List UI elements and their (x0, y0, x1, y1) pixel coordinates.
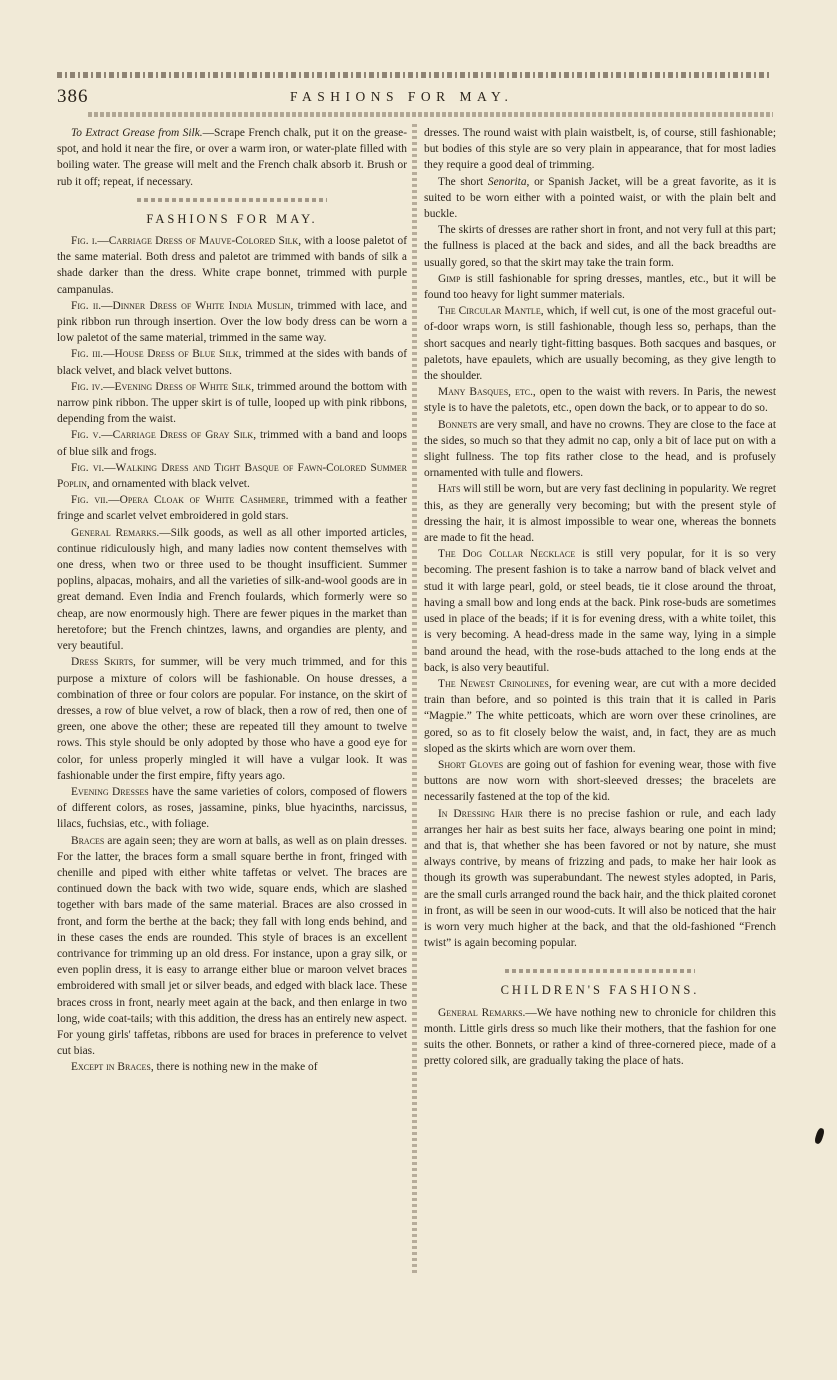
basques-label: Many Basques, etc., (438, 386, 536, 399)
fig2-label: Fig. ii.—Dinner Dress of White India Muslin, (71, 299, 294, 312)
fig6-text: and ornamented with black velvet. (89, 478, 250, 491)
except-braces-paragraph (57, 1059, 407, 1075)
fig4-text: trimmed around the bottom with narrow pink ribbon. The upper skirt is of tulle, looped up with pink ribbons, depending from the waist. (57, 380, 407, 426)
children-remarks-paragraph (424, 1005, 776, 1070)
fig5-text: trimmed with a band and loops of blue silk and frogs. (57, 429, 407, 458)
gloves-paragraph (424, 757, 776, 806)
hats-label: Hats (438, 483, 461, 496)
crinolines-paragraph (424, 676, 776, 757)
fig1-paragraph (57, 233, 407, 298)
childrens-fashions-heading: CHILDREN'S FASHIONS. (500, 983, 700, 998)
continuation-paragraph: dresses. The round waist with plain waistbelt, is, of course, still fashionable; but bodies of this style are so very plain in appearance, that for most ladies they require a good deal of trimming. (424, 127, 776, 172)
bonnets-text: are very small, and have no crowns. They are close to the face at the sides, so much so that they admit no cap, only a bit of lace put on with a slight fullness. The top fits rather close to the head, and is profusely ornamented with tulle and flowers. (424, 418, 776, 480)
section-ornament (505, 969, 695, 973)
crinolines-text: for evening wear, are cut with a more decided train than before, and so pointed is this train that it is called in Paris “Magpie.” The white petticoats, which are worn over these crinolines, are gored, so as to fit closely below the waist, and, in fact, they are as much sloped as the skirts which are worn over them. (424, 677, 776, 755)
gimp-label: Gimp (438, 272, 461, 285)
fig4-label: Fig. iv.—Evening Dress of White Silk, (71, 380, 255, 393)
senorita-prefix: The short (438, 175, 488, 188)
fig4-paragraph (57, 379, 407, 428)
ink-spot (814, 1127, 826, 1144)
fig2-text: trimmed with lace, and pink ribbon run through insertion. Over the low body dress can be worn a low paletot of the same material, trimmed in the same way. (57, 299, 407, 345)
necklace-label: The Dog Collar Necklace (438, 548, 576, 561)
bonnets-paragraph (424, 417, 776, 482)
basques-paragraph (424, 384, 776, 416)
evening-dresses-paragraph (57, 784, 407, 833)
hair-label: In Dressing Hair (438, 807, 523, 820)
fig7-paragraph (57, 492, 407, 524)
section-ornament (137, 198, 327, 202)
grease-title: To Extract Grease from Silk. (71, 127, 203, 139)
left-column (57, 125, 407, 1076)
fig3-paragraph (57, 346, 407, 378)
skirts-paragraph: The skirts of dresses are rather short in front, and not very full at this part; the fullness is placed at the back and sides, and all the back breadths are usually gored, so that the skirt may take the train form. (424, 224, 776, 269)
necklace-paragraph (424, 546, 776, 676)
top-ornamental-rule (57, 72, 769, 78)
dress-skirts-paragraph (57, 654, 407, 784)
column-divider (412, 124, 417, 1274)
fig1-label: Fig. i.—Carriage Dress of Mauve-Colored Silk, (71, 235, 302, 248)
circular-mantle-text: which, if well cut, is one of the most graceful out-of-door wraps worn, is still fashionable, though less so, perhaps, than the short sacques and nearly tight-fitting basques. Both sacques and basques, or paletots, have epaulets, which are usually becoming, as they give length to the shoulder. (424, 305, 776, 383)
hats-paragraph (424, 481, 776, 546)
crinolines-label: The Newest Crinolines, (438, 677, 552, 690)
fashions-heading: FASHIONS FOR MAY. (146, 211, 318, 226)
except-braces-label: Except in Braces, (71, 1061, 154, 1074)
dress-skirts-text: for summer, will be very much trimmed, and for this purpose a mixture of colors will be fashionable. On house dresses, a combination of three or four colors are popular. For instance, on the skirt of dresses, a row of blue velvet, a row of black, then a row of red, then one of green, one above the other; these are repeated till they amount to twelve rows. This style should be only adopted by those who have a good eye for color, for unless properly mingled it will have a vulgar look. It was fashionable under the first empire, fifty years ago. (57, 656, 407, 782)
gloves-text: are going out of fashion for evening wear, those with five buttons are now worn with short-sleeved dresses; the bracelets are necessarily fastened at the top of the kid. (424, 758, 776, 804)
general-remarks-label: General Remarks. (71, 526, 160, 539)
header-ornamental-rule (88, 112, 773, 117)
right-column (424, 125, 776, 1069)
dress-skirts-label: Dress Skirts, (71, 656, 136, 669)
bonnets-label: Bonnets (438, 418, 478, 431)
fig7-text: trimmed with a feather fringe and scarlet velvet embroidered in gold stars. (57, 494, 407, 523)
gimp-text: is still fashionable for spring dresses, mantles, etc., but it will be found too heavy for light summer materials. (424, 272, 776, 302)
fig1-text: with a loose paletot of the same material. Both dress and paletot are trimmed with bands of silk a shade darker than the dress. White crape bonnet, trimmed with purple campanulas. (57, 235, 408, 296)
general-remarks-text: —Silk goods, as well as all other imported articles, continue ridiculously high, and many ladies now content themselves with one dress, when two or three used to be thought insufficient. Summer poplins, alpacas, mohairs, and all the varieties of silk-and-wool goods are in great demand. Even India and French foulards, which formerly were so cheap, are now enormously high. There are fewer piques in the market than heretofore; but the French chintzes, lawns, and organdies are plenty, and very beautiful. (57, 526, 407, 653)
general-remarks-paragraph (57, 525, 407, 655)
hair-paragraph (424, 806, 776, 952)
braces-paragraph (57, 833, 407, 1060)
fig2-paragraph (57, 298, 407, 347)
grease-paragraph (57, 125, 407, 190)
except-braces-text: there is nothing new in the make of (153, 1061, 318, 1074)
fig6-paragraph (57, 460, 407, 492)
fig6-label: Fig. vi.—Walking Dress and Tight Basque of Fawn-Colored Summer Poplin, (57, 461, 407, 491)
page-number: 386 (57, 86, 89, 107)
senorita-text: or Spanish Jacket, will be a great favorite, as it is suited to be worn either with a pointed waist, or with the plain belt and buckle. (424, 175, 777, 221)
braces-label: Braces (71, 834, 105, 847)
children-remarks-label: General Remarks. (438, 1006, 526, 1019)
evening-dresses-text: have the same varieties of colors, composed of flowers of different colors, as roses, jassamine, pinks, blue hyacinths, narcissus, lilacs, fuchsias, etc., with foliage. (57, 785, 407, 831)
fig5-paragraph (57, 427, 407, 459)
hair-text: there is no precise fashion or rule, and each lady arranges her hair as best suits her face, always bearing one point in mind; and that is, that whether she has been favored or not by nature, she must always contrive, by means of frizzing and pads, to make her hair look as though its growth was superabundant. The newest styles adopted, in Paris, are the small curls arranged round the back hair, and the thick plaited coronet in front, as will be seen in our wood-cuts. It will also be noticed that the hair is worn very much higher at the back, and that the old-fashioned “French twist” is again becoming popular. (424, 807, 776, 950)
senorita-term: Senorita, (487, 175, 530, 188)
gloves-label: Short Gloves (438, 758, 504, 771)
gimp-paragraph (424, 271, 776, 303)
grease-text: —Scrape French chalk, put it on the grease-spot, and hold it near the fire, or over a warm iron, or water-plate filled with boiling water. The grease will melt and the French chalk absorb it. Brush or rub it off; repeat, if necessary. (57, 127, 407, 188)
evening-dresses-label: Evening Dresses (71, 785, 149, 798)
basques-text: open to the waist with revers. In Paris, the newest style is to have the paletots, etc., open down the back, or to appear to do so. (424, 386, 776, 415)
necklace-text: is still very popular, for it is so very becoming. The present fashion is to take a narrow band of black velvet and stud it with large pearl, gold, or steel beads, tie it close around the throat, having a small bow and long ends at the back. Pink rose-buds are sometimes used in place of the beads; if it is for evening dress, with a white toilet, this is very becoming. A head-dress made in the same way, lying in a simple band around the head, with the rose-buds attached to the long ends at the back, is also very beautiful. (424, 548, 776, 674)
children-remarks-text: —We have nothing new to chronicle for children this month. Little girls dress so much like their mothers, that the fashion for one suits the other. Bonnets, or rather a kind of three-cornered piece, made of a pretty colored silk, are gradually taking the place of hats. (424, 1006, 776, 1068)
fig5-label: Fig. v.—Carriage Dress of Gray Silk, (71, 429, 257, 442)
fig3-label: Fig. iii.—House Dress of Blue Silk, (71, 348, 242, 361)
running-header-title: FASHIONS FOR MAY. (290, 89, 514, 104)
hats-text: will still be worn, but are very fast declining in popularity. We regret this, as they are generally very becoming; but with the present style of dressing the hair, it is almost impossible to wear one, whereas the bonnets are made to fit the head. (424, 483, 776, 545)
senorita-paragraph (424, 174, 776, 223)
braces-text: are again seen; they are worn at balls, as well as on plain dresses. For the latter, the braces form a small square berthe in front, fringed with chenille and piped with either white taffetas or velvet. The braces are continued down the back with two wide, square ends, which are slashed together with bars made of the same material. Braces are also crossed in front, and form the berthe at the back; they fall with long ends behind, and in these cases the ends are rounded. This style of braces is an excellent contrivance for trimming up an old dress. For instance, upon a gray silk, or even poplin dress, it is easy to arrange either blue or maroon velvet braces embroidered with small jet or silver beads, and edged with black lace. These braces cross in front, nearly meet again at the back, and then enlarge in two long, wide coat-tails; with this addition, the dress has an entirely new aspect. For young girls' taffetas, ribbons are used for braces in preference to velvet cut bias. (57, 834, 407, 1058)
circular-mantle-paragraph (424, 303, 776, 384)
circular-mantle-label: The Circular Mantle, (438, 305, 544, 318)
fig3-text: trimmed at the sides with bands of black velvet, and black velvet buttons. (57, 348, 407, 377)
fig7-label: Fig. vii.—Opera Cloak of White Cashmere, (71, 494, 289, 507)
